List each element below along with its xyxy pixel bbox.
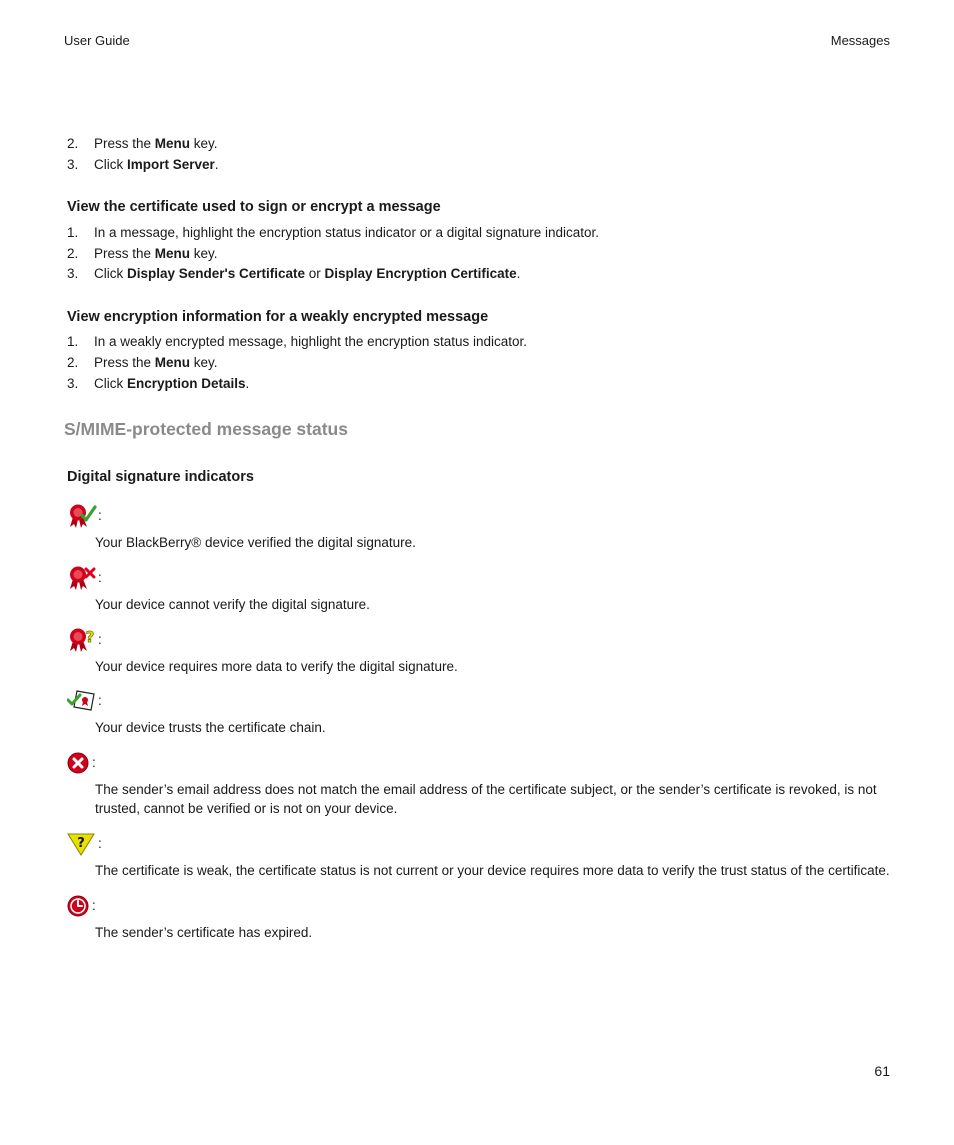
step-number: 3. bbox=[67, 376, 79, 391]
step-number: 3. bbox=[67, 157, 79, 172]
step-number: 1. bbox=[67, 334, 79, 349]
indicator-description: Your device cannot verify the digital signature. bbox=[95, 597, 370, 612]
svg-text:?: ? bbox=[85, 628, 95, 646]
indicator-description: The certificate is weak, the certificate status is not current or your device requires more data to verify the trust status of the certificate. bbox=[95, 863, 890, 878]
import-server-label: Import Server bbox=[127, 157, 215, 172]
list-item: 3. Click Display Sender's Certificate or Display Encryption Certificate. bbox=[67, 266, 521, 281]
indicator-description: The sender’s certificate has expired. bbox=[95, 925, 313, 940]
yellow-question-triangle-icon bbox=[67, 831, 97, 857]
list-item: 1. In a message, highlight the encryption status indicator or a digital signature indicator. bbox=[67, 225, 600, 240]
list-item: 3. Click Encryption Details. bbox=[67, 376, 250, 391]
red-clock-icon bbox=[67, 893, 91, 919]
step-number: 3. bbox=[67, 266, 79, 281]
list-item: 2. Press the Menu key. bbox=[67, 355, 218, 370]
page-number: 61 bbox=[874, 1063, 890, 1079]
subsection-heading-digital-signature: Digital signature indicators bbox=[67, 469, 254, 485]
menu-key-label: Menu bbox=[154, 136, 191, 151]
header-doc-title: User Guide bbox=[64, 33, 130, 48]
list-item: 3. Click Import Server. bbox=[67, 157, 219, 172]
list-item: 2. Press the Menu key. bbox=[67, 246, 218, 261]
indicator-description: The sender’s email address does not match the email address of the certificate subject, or the sender’s certificate is revoked, is not trusted, cannot be verified or is not on your device. bbox=[95, 782, 877, 816]
list-item: 2. Press the Menu key. bbox=[67, 136, 218, 151]
seal-question-icon bbox=[67, 627, 97, 653]
step-number: 1. bbox=[67, 225, 79, 240]
indicator-description: Your BlackBerry® device verified the digital signature. bbox=[95, 535, 416, 550]
certificate-chain-check-icon bbox=[67, 688, 97, 714]
seal-x-icon bbox=[67, 565, 97, 591]
section-heading-weak-encryption: View encryption information for a weakly encrypted message bbox=[67, 309, 489, 325]
seal-check-icon bbox=[67, 503, 97, 529]
section-title-smime-status: S/MIME-protected message status bbox=[64, 419, 348, 439]
red-x-circle-icon bbox=[67, 750, 91, 776]
step-number: 2. bbox=[67, 136, 79, 151]
step-number: 2. bbox=[67, 355, 79, 370]
list-item: 1. In a weakly encrypted message, highlight the encryption status indicator. bbox=[67, 334, 527, 349]
svg-text:?: ? bbox=[77, 836, 85, 851]
indicator-description: Your device requires more data to verify the digital signature. bbox=[95, 659, 458, 674]
indicator-description: Your device trusts the certificate chain. bbox=[95, 720, 326, 735]
step-number: 2. bbox=[67, 246, 79, 261]
header-section-title: Messages bbox=[830, 33, 890, 48]
section-heading-view-certificate: View the certificate used to sign or encrypt a message bbox=[67, 199, 441, 215]
